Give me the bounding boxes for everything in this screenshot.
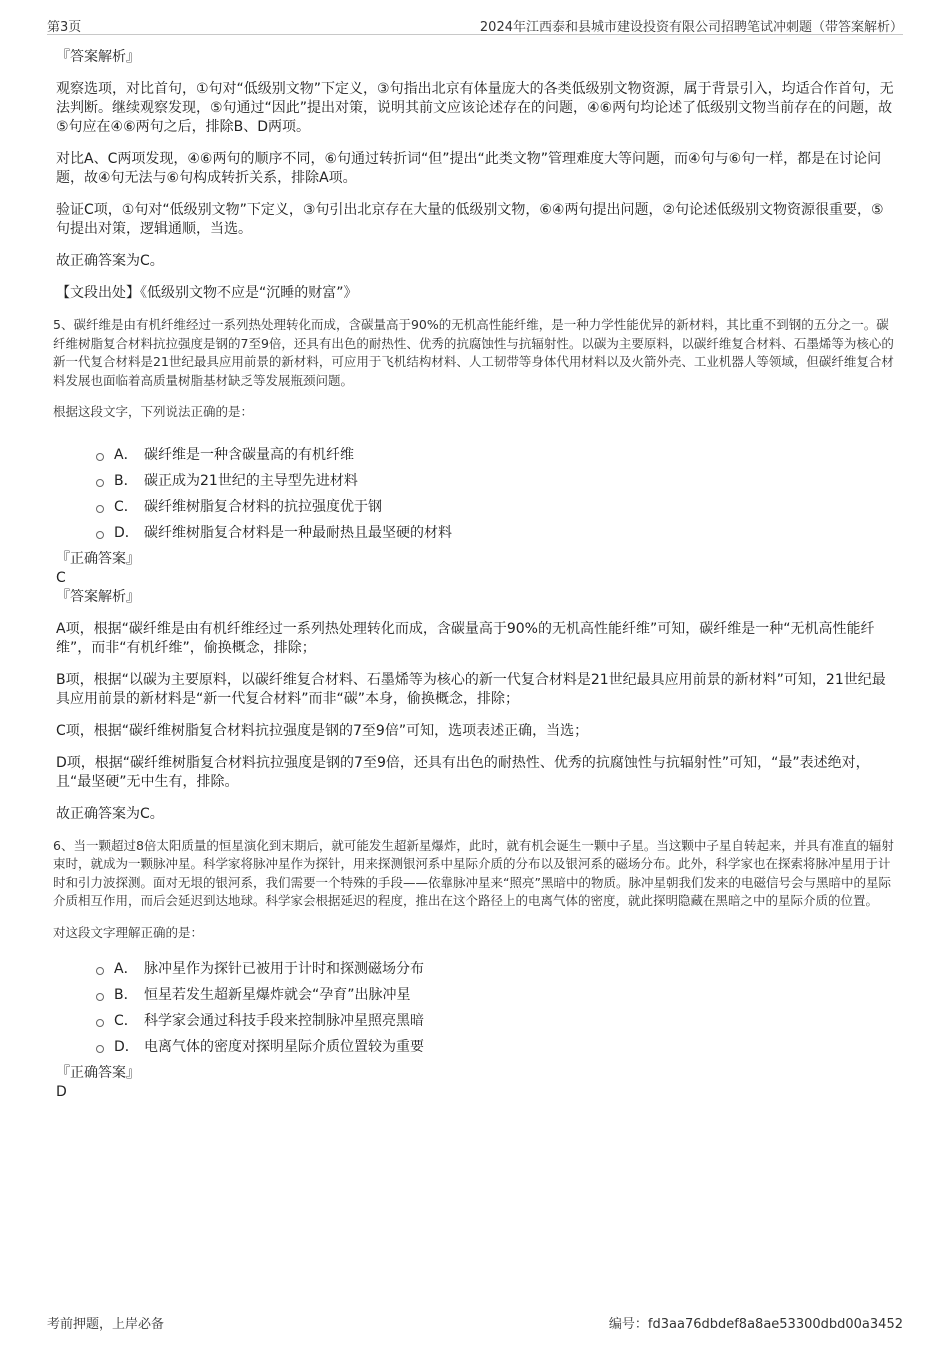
q6-option-a[interactable]: A． 脉冲星作为探针已被用于计时和探测磁场分布 [96,956,896,982]
radio-icon[interactable] [96,453,104,461]
page-number: 第3页 [47,20,82,35]
q5-analysis-paragraph: A项，根据“碳纤维是由有机纤维经过一系列热处理转化而成，含碳量高于90%的无机高性能纤维”可知，碳纤维是一种“无机高性能纤维”，而非“有机纤维”，偷换概念，排除； [56,620,875,656]
radio-icon[interactable] [96,967,104,975]
q6-option-d[interactable]: D． 电离气体的密度对探明星际介质位置较为重要 [96,1034,896,1060]
radio-icon[interactable] [96,1045,104,1053]
q5-passage: 5、碳纤维是由有机纤维经过一系列热处理转化而成，含碳量高于90%的无机高性能纤维，是一种力学性能优异的新材料，其比重不到钢的五分之一。碳纤维树脂复合材料抗拉强度是钢的7至9倍，还具有出色的耐热性、优秀的抗腐蚀性与抗辐射性。以碳为主要原料，以碳纤维复合材料、石墨烯等为核心的新一代复合材料是21世纪最具应用前景的新材料，可应用于飞机结构材料、人工韧带等身体代用材料以及火箭外壳、工业机器人等领域，但碳纤维复合材料发展也面临着高质量树脂基材缺乏等发展瓶颈问题。 [53,317,894,388]
footer-slogan: 考前押题，上岸必备 [47,1317,165,1332]
q5-options [56,442,896,546]
page-content [53,48,896,1102]
q4-analysis-label: 『答案解析』 [56,49,140,65]
q5-option-a[interactable]: A． 碳纤维是一种含碳量高的有机纤维 [96,442,896,468]
q4-analysis-paragraph: 观察选项，对比首句，①句对“低级别文物”下定义，③句指出北京有体量庞大的各类低级别文物资源，属于背景引入，均适合作首句，无法判断。继续观察发现，⑤句通过“因此”提出对策，说明其前文应该论述存在的问题，④⑥两句均论述了低级别文物当前存在的问题，故⑤句应在④⑥两句之后，排除B、D两项。 [56,81,894,135]
q5-answer: C [56,569,66,586]
document-id: 编号：fd3aa76dbdef8a8ae53300dbd00a3452 [608,1317,903,1332]
q5-question: 根据这段文字，下列说法正确的是： [53,404,254,419]
radio-icon[interactable] [96,993,104,1001]
radio-icon[interactable] [96,1019,104,1027]
q6-answer: D [56,1084,67,1100]
q6-option-b[interactable]: B． 恒星若发生超新星爆炸就会“孕育”出脉冲星 [96,982,896,1008]
radio-icon[interactable] [96,531,104,539]
q5-option-b[interactable]: B． 碳正成为21世纪的主导型先进材料 [96,468,896,494]
q4-analysis-paragraph: 验证C项，①句对“低级别文物”下定义，③句引出北京存在大量的低级别文物，⑥④两句提出问题，②句论述低级别文物资源很重要，⑤句提出对策，逻辑通顺，当选。 [56,202,884,237]
q6-question: 对这段文字理解正确的是： [53,924,204,940]
q4-source: 【文段出处】《低级别文物不应是“沉睡的财富”》 [56,285,358,301]
q6-passage: 6、当一颗超过8倍太阳质量的恒星演化到末期后，就可能发生超新星爆炸，此时，就有机会诞生一颗中子星。当这颗中子星自转起来，并具有准直的辐射束时，就成为一颗脉冲星。科学家将脉冲星作为探针，用来探测银河系中星际介质的分布以及银河系的磁场分布。此外，科学家也在探索将脉冲星用于计时和引力波探测。面对无垠的银河系，我们需要一个特殊的手段——依靠脉冲星来“照亮”黑暗中的物质。脉冲星朝我们发来的电磁信号会与黑暗中的星际介质相互作用，而后会延迟到达地球。科学家会根据延迟的程度，推出在这个路径上的电离气体的密度，就此探明隐藏在黑暗之中的星际介质的位置。 [53,837,894,908]
q6-option-c[interactable]: C． 科学家会通过科技手段来控制脉冲星照亮黑暗 [96,1008,896,1034]
q5-analysis-paragraph: B项，根据“以碳为主要原料，以碳纤维复合材料、石墨烯等为核心的新一代复合材料是21世纪最具应用前景的新材料”可知，21世纪最具应用前景的新材料是“新一代复合材料”而非“碳”本身，偷换概念，排除； [56,671,886,707]
q5-analysis-paragraph: D项，根据“碳纤维树脂复合材料抗拉强度是钢的7至9倍，还具有出色的耐热性、优秀的抗腐蚀性与抗辐射性”可知，“最”表述绝对，且“最坚硬”无中生有，排除。 [56,754,870,790]
q6-answer-label: 『正确答案』 [56,1065,140,1081]
q5-option-c[interactable]: C． 碳纤维树脂复合材料的抗拉强度优于钢 [96,494,896,520]
q4-analysis-paragraph: 对比A、C两项发现，④⑥两句的顺序不同，⑥句通过转折词“但”提出“此类文物”管理难度大等问题，而④句与⑥句一样，都是在讨论问题，故④句无法与⑥句构成转折关系，排除A项。 [56,151,882,186]
q5-conclusion: 故正确答案为C。 [56,805,164,822]
q5-analysis-paragraph: C项，根据“碳纤维树脂复合材料抗拉强度是钢的7至9倍”可知，选项表述正确，当选； [56,722,589,739]
document-title: 2024年江西泰和县城市建设投资有限公司招聘笔试冲刺题（带答案解析） [479,20,903,35]
q5-option-d[interactable]: D． 碳纤维树脂复合材料是一种最耐热且最坚硬的材料 [96,520,896,546]
radio-icon[interactable] [96,505,104,513]
page-header [47,14,903,35]
radio-icon[interactable] [96,479,104,487]
q6-options [56,956,896,1060]
q5-answer-label: 『正确答案』 [56,550,140,567]
q4-conclusion: 故正确答案为C。 [56,253,164,269]
q5-analysis-label: 『答案解析』 [56,588,140,605]
